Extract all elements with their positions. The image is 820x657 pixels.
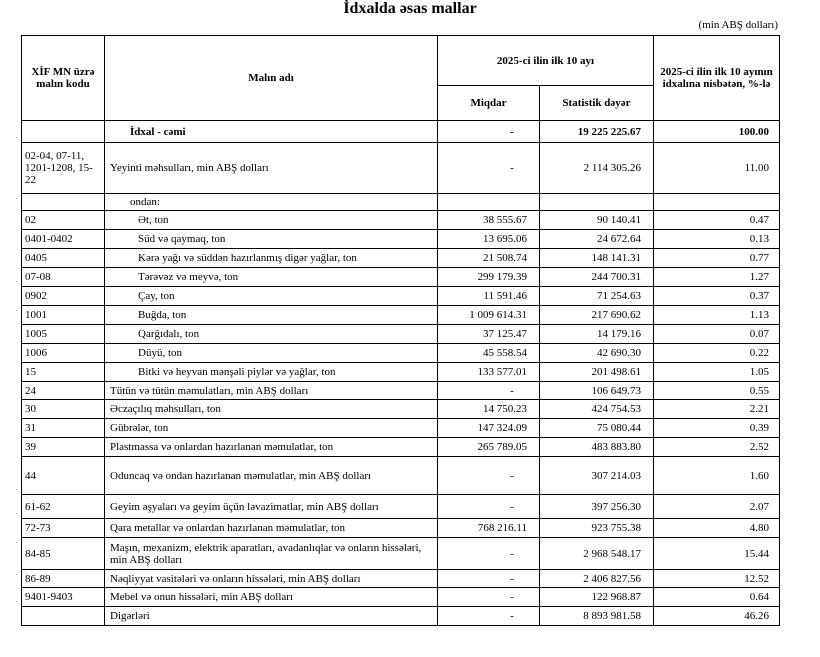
total-row [22,121,780,143]
cell-value: 217 690.62 [540,306,654,325]
cell-code: 0405 [22,249,105,268]
cell-share: 11.00 [654,143,780,194]
header-share: 2025-ci ilin ilk 10 ayının idxalına nisbətən, %-lə [654,36,780,121]
unit-note: (min ABŞ dolları) [698,19,778,31]
cell-value: 2 968 548.17 [540,538,654,570]
table-row [22,325,780,344]
cell-value: 424 754.53 [540,400,654,419]
cell-code: 44 [22,457,105,495]
cell-name: Qara metallar və onlardan hazırlanan məmulatlar, ton [105,519,438,538]
cell-code: 24 [22,382,105,400]
cell-qty: 37 125.47 [438,325,540,344]
table-row [22,344,780,363]
cell-name: Əczaçılıq məhsulları, ton [105,400,438,419]
table-row [22,588,780,607]
table-row [22,194,780,211]
cell-value [540,194,654,211]
cell-name: Düyü, ton [105,344,438,363]
cell-share: 0.55 [654,382,780,400]
cell-value: 122 968.87 [540,588,654,607]
cell-value: 19 225 225.67 [540,121,654,143]
table-row [22,382,780,400]
cell-code [22,194,105,211]
cell-share: 1.27 [654,268,780,287]
cell-name: ondan: [105,194,438,211]
cell-value: 71 254.63 [540,287,654,306]
table-row [22,287,780,306]
table-row [22,538,780,570]
cell-qty: 299 179.39 [438,268,540,287]
cell-name: Maşın, mexanizm, elektrik aparatları, avadanlıqlar və onların hissələri, min ABŞ dolları [105,538,438,570]
cell-code: 9401-9403 [22,588,105,607]
cell-qty: 21 508.74 [438,249,540,268]
cell-code [22,607,105,626]
cell-name: Mebel və onun hissələri, min ABŞ dolları [105,588,438,607]
cell-name: Nəqliyyat vasitələri və onların hissələri, min ABŞ dolları [105,570,438,588]
cell-code: 15 [22,363,105,382]
cell-qty: - [438,588,540,607]
cell-share: 4.80 [654,519,780,538]
cell-qty: 265 789.05 [438,438,540,457]
cell-value: 42 690.30 [540,344,654,363]
cell-name: Çay, ton [105,287,438,306]
cell-qty: - [438,570,540,588]
cell-value: 2 114 305.26 [540,143,654,194]
cell-name: Buğda, ton [105,306,438,325]
cell-name: Süd və qaymaq, ton [105,230,438,249]
cell-share: 0.37 [654,287,780,306]
table-row [22,519,780,538]
cell-value: 106 649.73 [540,382,654,400]
cell-share [654,194,780,211]
cell-name: Kərə yağı və süddən hazırlanmış digər yağlar, ton [105,249,438,268]
cell-code [22,121,105,143]
table-row [22,419,780,438]
cell-code: 1005 [22,325,105,344]
cell-name: Qarğıdalı, ton [105,325,438,344]
cell-name: Bitki və heyvan mənşəli piylər və yağlar, ton [105,363,438,382]
cell-share: 1.13 [654,306,780,325]
header-code: XİF MN üzrə malın kodu [22,36,105,121]
cell-code: 1001 [22,306,105,325]
table-row [22,211,780,230]
cell-qty: - [438,538,540,570]
cell-share: 2.07 [654,495,780,519]
cell-share: 0.13 [654,230,780,249]
cell-share: 2.52 [654,438,780,457]
table-row [22,230,780,249]
cell-qty: 11 591.46 [438,287,540,306]
cell-share: 1.05 [654,363,780,382]
cell-code: 61-62 [22,495,105,519]
cell-share: 46.26 [654,607,780,626]
cell-name: Tərəvəz və meyvə, ton [105,268,438,287]
cell-name: Plastmassa və onlardan hazırlanan məmulatlar, ton [105,438,438,457]
cell-value: 307 214.03 [540,457,654,495]
table-row [22,363,780,382]
table-row [22,400,780,419]
cell-code: 86-89 [22,570,105,588]
table-row [22,457,780,495]
cell-value: 397 256.30 [540,495,654,519]
cell-share: 0.47 [654,211,780,230]
cell-name: Yeyinti məhsulları, min ABŞ dolları [105,143,438,194]
cell-share: 0.77 [654,249,780,268]
header-period: 2025-ci ilin ilk 10 ayı [438,36,654,86]
cell-value: 75 080.44 [540,419,654,438]
header-value: Statistik dəyər [540,86,654,121]
cell-code: 0902 [22,287,105,306]
cell-share: 0.39 [654,419,780,438]
cell-value: 148 141.31 [540,249,654,268]
cell-name: Gübrələr, ton [105,419,438,438]
cell-value: 24 672.64 [540,230,654,249]
cell-code: 31 [22,419,105,438]
cell-qty: - [438,495,540,519]
table-row [22,495,780,519]
cell-value: 90 140.41 [540,211,654,230]
cell-qty: 147 324.09 [438,419,540,438]
header-name: Malın adı [105,36,438,121]
cell-code: 39 [22,438,105,457]
cell-share: 15.44 [654,538,780,570]
cell-name: Geyim əşyaları və geyim üçün ləvazimatlar, min ABŞ dolları [105,495,438,519]
table-row [22,306,780,325]
cell-value: 244 700.31 [540,268,654,287]
cell-name: Tütün və tütün məmulatları, min ABŞ dolları [105,382,438,400]
table-row [22,607,780,626]
cell-value: 14 179.16 [540,325,654,344]
table-row [22,143,780,194]
cell-qty: 45 558.54 [438,344,540,363]
cell-code: 72-73 [22,519,105,538]
cell-qty: - [438,382,540,400]
cell-qty: - [438,457,540,495]
cell-qty: - [438,121,540,143]
cell-value: 201 498.61 [540,363,654,382]
cell-qty: 133 577.01 [438,363,540,382]
cell-share: 0.64 [654,588,780,607]
cell-share: 1.60 [654,457,780,495]
table-row [22,249,780,268]
cell-qty: 14 750.23 [438,400,540,419]
cell-code: 07-08 [22,268,105,287]
cell-value: 923 755.38 [540,519,654,538]
table-row [22,438,780,457]
cell-share: 100.00 [654,121,780,143]
cell-value: 483 883.80 [540,438,654,457]
cell-qty [438,194,540,211]
cell-share: 2.21 [654,400,780,419]
cell-value: 2 406 827.56 [540,570,654,588]
cell-name: Oduncaq və ondan hazırlanan məmulatlar, min ABŞ dolları [105,457,438,495]
cell-qty: 13 695.06 [438,230,540,249]
cell-share: 0.07 [654,325,780,344]
cell-qty: - [438,607,540,626]
cell-code: 0401-0402 [22,230,105,249]
cell-name: Digərləri [105,607,438,626]
cell-code: 30 [22,400,105,419]
cell-name: İdxal - cəmi [105,121,438,143]
cell-qty: - [438,143,540,194]
cell-qty: 38 555.67 [438,211,540,230]
cell-qty: 768 216.11 [438,519,540,538]
cell-share: 12.52 [654,570,780,588]
table-row [22,268,780,287]
cell-code: 02-04, 07-11, 1201-1208, 15-22 [22,143,105,194]
cell-value: 8 893 981.58 [540,607,654,626]
cell-name: Ət, ton [105,211,438,230]
cell-qty: 1 009 614.31 [438,306,540,325]
imports-table [21,35,780,626]
table-row [22,570,780,588]
page-title: İdxalda əsas mallar [343,0,477,17]
header-qty: Miqdar [438,86,540,121]
cell-code: 02 [22,211,105,230]
cell-code: 1006 [22,344,105,363]
cell-share: 0.22 [654,344,780,363]
cell-code: 84-85 [22,538,105,570]
